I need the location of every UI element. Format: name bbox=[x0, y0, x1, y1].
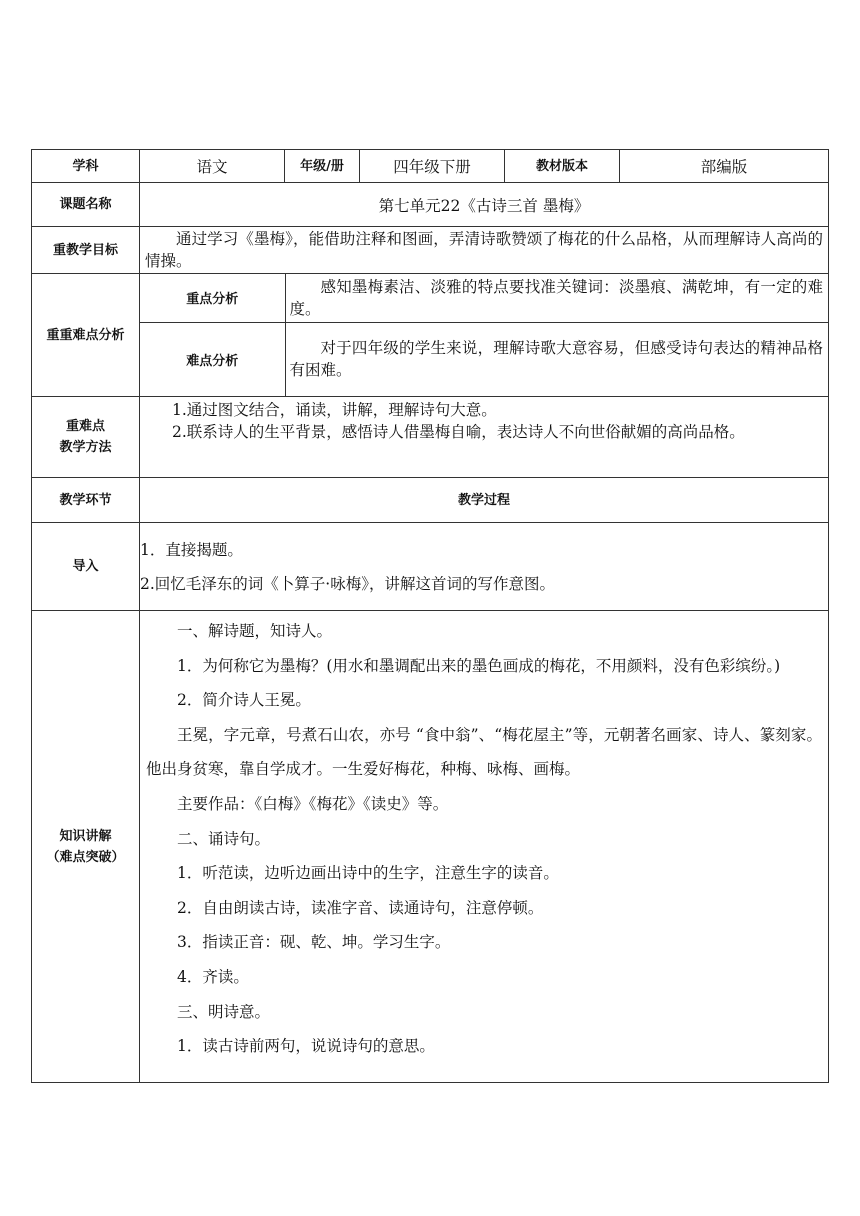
knowledge-para-10: 4．齐读。 bbox=[177, 967, 249, 986]
analysis-cell bbox=[140, 274, 829, 397]
knowledge-cell bbox=[140, 611, 829, 1083]
key-point-text: 感知墨梅素洁、淡雅的特点要找准关键词：淡墨痕、满乾坤，有一定的难度。 bbox=[285, 274, 828, 322]
process-header-row bbox=[32, 478, 829, 523]
subject-row bbox=[32, 150, 829, 183]
intro-item-1: 1．直接揭题。 bbox=[140, 540, 243, 559]
methods-label bbox=[32, 397, 140, 478]
intro-item-2: 2.回忆毛泽东的词《卜算子·咏梅》，讲解这首词的写作意图。 bbox=[140, 574, 555, 593]
methods-row bbox=[32, 397, 829, 478]
lesson-plan-table bbox=[31, 149, 829, 1083]
methods-cell bbox=[140, 397, 829, 478]
stage-header: 教学环节 bbox=[32, 478, 140, 523]
methods-label-line2: 教学方法 bbox=[59, 440, 112, 455]
edition-value: 部编版 bbox=[620, 150, 829, 183]
intro-label: 导入 bbox=[32, 523, 140, 611]
process-header: 教学过程 bbox=[140, 478, 829, 523]
knowledge-para-8: 2．自由朗读古诗，读准字音、读通诗句，注意停顿。 bbox=[177, 898, 544, 917]
goal-row bbox=[32, 227, 829, 274]
subject-label: 学科 bbox=[32, 150, 140, 183]
knowledge-para-3: 2．简介诗人王冕。 bbox=[177, 691, 311, 710]
lesson-row bbox=[32, 183, 829, 227]
intro-cell bbox=[140, 523, 829, 611]
knowledge-label-line1: 知识讲解 bbox=[59, 828, 112, 844]
knowledge-label bbox=[32, 611, 140, 1083]
method-item-2: 2.联系诗人的生平背景，感悟诗人借墨梅自喻，表达诗人不向世俗献媚的高尚品格。 bbox=[172, 423, 745, 441]
knowledge-para-1: 一、解诗题，知诗人。 bbox=[177, 622, 333, 640]
subject-value: 语文 bbox=[140, 150, 285, 183]
difficulty-label: 难点分析 bbox=[140, 322, 285, 396]
difficulty-text: 对于四年级的学生来说，理解诗歌大意容易，但感受诗句表达的精神品格有困难。 bbox=[289, 339, 823, 380]
edition-label: 教材版本 bbox=[505, 150, 620, 183]
knowledge-para-4: 王冕，字元章，号煮石山农，亦号 “食中翁”、“梅花屋主”等，元朝著名画家、诗人、篆刻家。他出身贫寒，靠自学成才。一生爱好梅花，种梅、咏梅、画梅。 bbox=[146, 725, 822, 779]
lesson-title: 第七单元22《古诗三首 墨梅》 bbox=[140, 183, 829, 227]
method-item-1: 1.通过图文结合，诵读，讲解，理解诗句大意。 bbox=[172, 401, 497, 419]
knowledge-label-line2: （难点突破） bbox=[46, 849, 125, 865]
analysis-label: 重重难点分析 bbox=[32, 274, 140, 397]
knowledge-para-6: 二、诵诗句。 bbox=[177, 829, 271, 848]
knowledge-row bbox=[32, 611, 829, 1083]
goal-text: 通过学习《墨梅》，能借助注释和图画，弄清诗歌赞颂了梅花的什么品格，从而理解诗人高尚的情操。 bbox=[140, 227, 829, 274]
analysis-subtable bbox=[140, 274, 828, 396]
knowledge-para-9: 3．指读正音：砚、乾、坤。学习生字。 bbox=[177, 933, 451, 952]
knowledge-para-2: 1．为何称它为墨梅？(用水和墨调配出来的墨色画成的梅花，不用颜料，没有色彩缤纷。) bbox=[177, 656, 781, 675]
grade-label: 年级/册 bbox=[285, 150, 360, 183]
goal-label: 重教学目标 bbox=[32, 227, 140, 274]
key-point-label: 重点分析 bbox=[140, 274, 285, 322]
knowledge-para-11: 三、明诗意。 bbox=[177, 1002, 271, 1021]
knowledge-para-7: 1．听范读，边听边画出诗中的生字，注意生字的读音。 bbox=[177, 864, 559, 883]
knowledge-para-5: 主要作品：《白梅》《梅花》《读史》等。 bbox=[177, 794, 449, 813]
grade-value: 四年级下册 bbox=[360, 150, 505, 183]
methods-label-line1: 重难点 bbox=[65, 419, 105, 434]
analysis-row bbox=[32, 274, 829, 397]
knowledge-para-12: 1．读古诗前两句，说说诗句的意思。 bbox=[177, 1037, 435, 1056]
intro-row bbox=[32, 523, 829, 611]
lesson-label: 课题名称 bbox=[32, 183, 140, 227]
